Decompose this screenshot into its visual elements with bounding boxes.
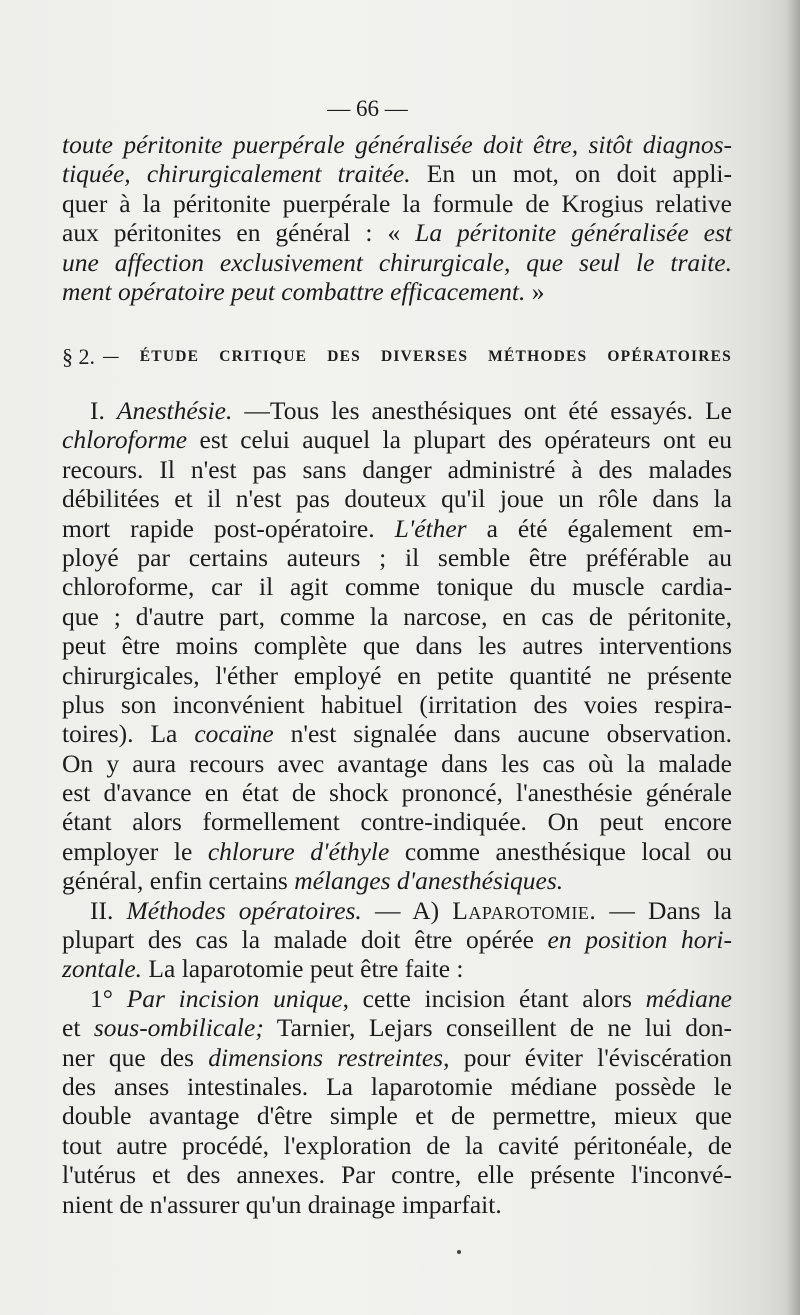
text-line: l'utérus et des annexes. Par contre, elle présente l'inconvé- — [62, 1160, 732, 1190]
text-line: zontale. La laparotomie peut être faite : — [62, 954, 464, 984]
text-line: chloroforme est celui auquel la plupart des opérateurs ont eu — [62, 425, 732, 455]
text-line: mort rapide post-opératoire. L'éther a été également em- — [62, 513, 732, 543]
body-text — [62, 396, 732, 1219]
text-line: chirurgicales, l'éther employé en petite quantité ne présente — [62, 660, 732, 690]
text-line: étant alors formellement contre-indiquée. On peut encore — [62, 807, 732, 837]
ink-speck — [457, 1250, 461, 1254]
text-line: aux péritonites en général : « La péritonite généralisée est — [62, 218, 732, 248]
text-line: tiquée, chirurgicalement traitée. En un mot, on doit appli- — [62, 159, 732, 189]
text-line: On y aura recours avec avantage dans les cas où la malade — [62, 748, 732, 778]
text-line: plupart des cas la malade doit être opérée en position hori- — [62, 925, 732, 955]
text-line: toires). La cocaïne n'est signalée dans aucune observation. — [62, 719, 732, 749]
text-line: ner que des dimensions restreintes, pour éviter l'éviscération — [62, 1042, 732, 1072]
section-number: § 2. — [62, 344, 95, 369]
text-line: I. Anesthésie. —Tous les anesthésiques ont été essayés. Le — [90, 396, 732, 425]
page-number: — 66 — — [327, 96, 408, 121]
text-line: chloroforme, car il agit comme tonique du muscle cardia- — [62, 572, 732, 602]
text-line: 1° Par incision unique, cette incision étant alors médiane — [90, 983, 732, 1013]
text-line: II. Méthodes opératoires. — A) Laparotomie. — Dans la — [90, 895, 733, 925]
opening-paragraph — [62, 130, 732, 306]
text-line: plus son inconvénient habituel (irritation des voies respira- — [62, 689, 732, 719]
text-line: peut être moins complète que dans les autres interventions — [62, 631, 732, 661]
text-line: que ; d'autre part, comme la narcose, en cas de péritonite, — [62, 601, 732, 631]
text-line: double avantage d'être simple et de permettre, mieux que — [62, 1101, 732, 1131]
text-line: des anses intestinales. La laparotomie médiane possède le — [62, 1071, 732, 1101]
page-edge-shadow — [786, 0, 800, 1315]
text-line: tout autre procédé, l'exploration de la cavité péritonéale, de — [62, 1130, 732, 1160]
text-line: et sous-ombilicale; Tarnier, Lejars conseillent de ne lui don- — [62, 1013, 732, 1043]
section-title: — ÉTUDE CRITIQUE DES DIVERSES MÉTHODES OPÉRATOIRES — [103, 348, 732, 365]
text-line: ment opératoire peut combattre efficacement. » — [62, 276, 545, 306]
text-line: nient de n'assurer qu'un drainage imparfait. — [62, 1189, 502, 1219]
text-line: employer le chlorure d'éthyle comme anesthésique local ou — [62, 836, 732, 866]
text-line: ployé par certains auteurs ; il semble être préférable au — [62, 542, 732, 572]
text-line: toute péritonite puerpérale généralisée doit être, sitôt diagnos- — [62, 130, 732, 159]
text-line: une affection exclusivement chirurgicale, que seul le traite. — [62, 247, 732, 277]
text-line: général, enfin certains mélanges d'anesthésiques. — [62, 866, 564, 896]
text-line: quer à la péritonite puerpérale la formule de Krogius relative — [62, 188, 732, 218]
text-line: est d'avance en état de shock prononcé, l'anesthésie générale — [62, 778, 732, 808]
section-heading — [62, 344, 732, 370]
text-line: débilitées et il n'est pas douteux qu'il joue un rôle dans la — [62, 484, 732, 514]
text-line: recours. Il n'est pas sans danger administré à des malades — [62, 454, 732, 484]
